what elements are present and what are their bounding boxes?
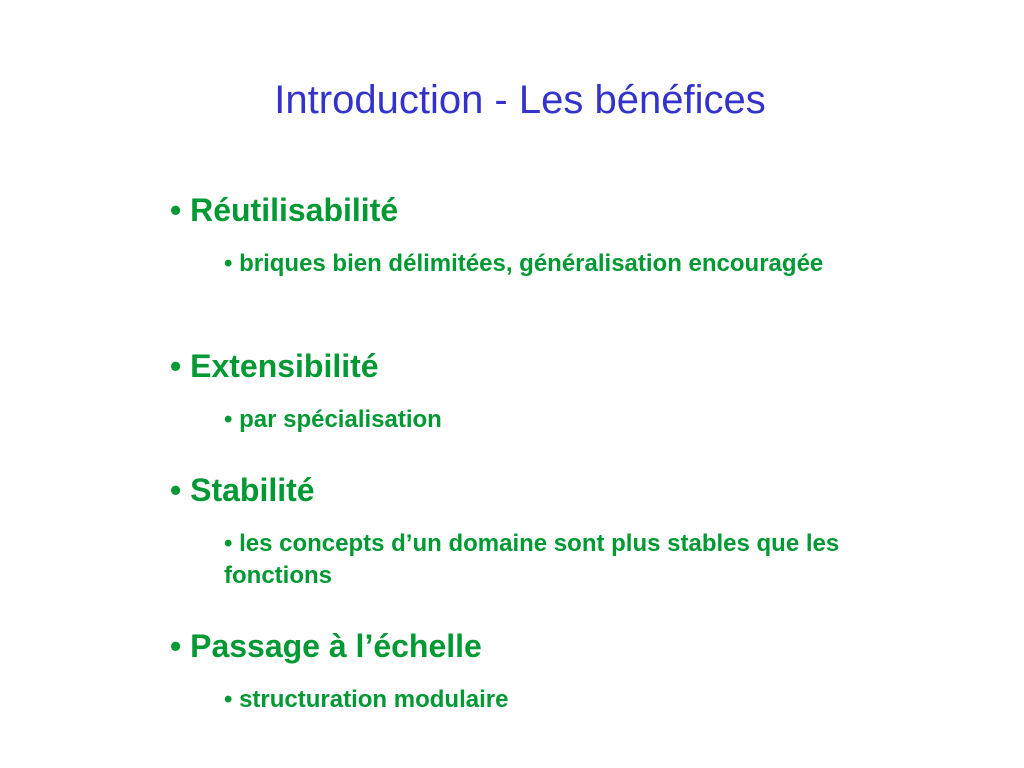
bullet-item-passage-a-l-echelle — [170, 624, 970, 716]
bullet-heading-text: Extensibilité — [190, 348, 379, 384]
bullet-heading-text: Réutilisabilité — [190, 192, 399, 228]
bullet-heading — [170, 344, 970, 388]
bullet-heading-text: Stabilité — [190, 472, 315, 508]
bullet-detail-text: briques bien délimitées, généralisation encouragée — [239, 250, 824, 277]
bullet-detail-text: structuration modulaire — [239, 686, 509, 713]
slide-title: Introduction - Les bénéfices — [274, 78, 766, 122]
bullet-detail-text: par spécialisation — [239, 406, 442, 433]
bullet-glyph: • — [170, 628, 182, 664]
bullet-glyph: • — [224, 686, 233, 713]
bullet-heading-text: Passage à l’échelle — [190, 628, 482, 664]
bullet-glyph: • — [170, 192, 182, 228]
bullet-glyph: • — [170, 348, 182, 384]
bullet-glyph: • — [224, 530, 233, 557]
bullet-detail — [224, 528, 864, 592]
bullet-glyph: • — [224, 406, 233, 433]
bullet-item-extensibilite — [170, 344, 970, 436]
bullet-heading — [170, 188, 970, 232]
bullet-detail — [224, 684, 864, 716]
bullet-detail — [224, 404, 864, 436]
bullet-detail — [224, 248, 864, 280]
bullet-item-reutilisabilite — [170, 188, 970, 280]
bullet-heading — [170, 468, 970, 512]
bullet-glyph: • — [170, 472, 182, 508]
bullet-heading — [170, 624, 970, 668]
bullet-detail-text: les concepts d’un domaine sont plus stables que les fonctions — [224, 530, 840, 589]
bullet-item-stabilite — [170, 468, 970, 592]
bullet-glyph: • — [224, 250, 233, 277]
